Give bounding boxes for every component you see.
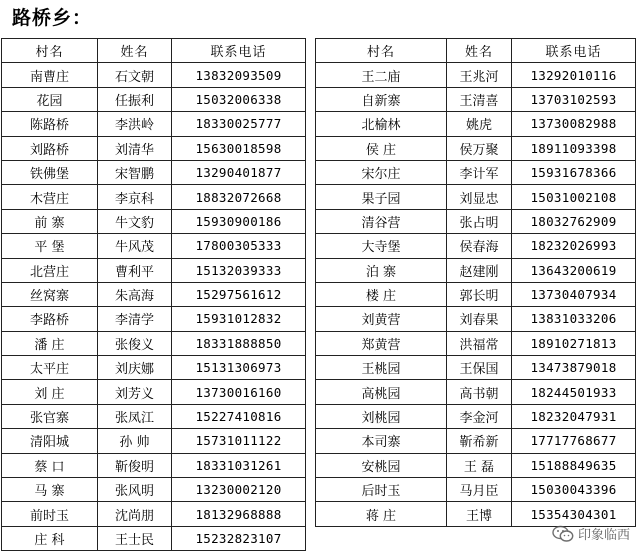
table-row [316,258,636,282]
name-cell: 侯万聚 [447,136,512,160]
table-row [2,185,306,209]
name-cell: 牛文豹 [98,209,172,233]
header-phone: 联系电话 [512,39,636,63]
name-cell: 赵建刚 [447,258,512,282]
name-cell: 刘芳义 [98,380,172,404]
village-cell: 后时玉 [316,478,447,502]
name-cell: 石文朝 [98,63,172,87]
phone-cell: 15232823107 [172,526,306,550]
table-row [316,136,636,160]
wechat-icon [552,525,574,543]
name-cell: 牛风茂 [98,234,172,258]
table-row [316,453,636,477]
village-cell: 本司寨 [316,429,447,453]
name-cell: 姚虎 [447,112,512,136]
table-row [316,429,636,453]
phone-cell: 15931678366 [512,160,636,184]
name-cell: 靳俊明 [98,453,172,477]
phone-cell: 18232026993 [512,234,636,258]
phone-cell: 15031002108 [512,185,636,209]
village-cell: 楼 庄 [316,282,447,306]
watermark-text: 印象临西 [577,528,630,543]
name-cell: 王博 [447,502,512,526]
village-cell: 铁佛堡 [2,160,98,184]
table-row [2,404,306,428]
table-row [2,112,306,136]
table-row [2,429,306,453]
village-cell: 南曹庄 [2,63,98,87]
phone-cell: 15297561612 [172,282,306,306]
phone-cell: 13643200619 [512,258,636,282]
village-cell: 侯 庄 [316,136,447,160]
table-row [2,502,306,526]
name-cell: 刘清华 [98,136,172,160]
phone-cell: 13730407934 [512,282,636,306]
table-row [2,453,306,477]
table-row [316,112,636,136]
right-contact-table [315,38,636,527]
phone-cell: 18330025777 [172,112,306,136]
name-cell: 王士民 [98,526,172,550]
phone-cell: 15030043396 [512,478,636,502]
village-cell: 清谷营 [316,209,447,233]
table-row [316,404,636,428]
village-cell: 泊 寨 [316,258,447,282]
village-cell: 宋尔庄 [316,160,447,184]
village-cell: 蒋 庄 [316,502,447,526]
name-cell: 宋智鹏 [98,160,172,184]
name-cell: 侯春海 [447,234,512,258]
phone-cell: 13230002120 [172,478,306,502]
name-cell: 张俊义 [98,331,172,355]
name-cell: 曹利平 [98,258,172,282]
phone-cell: 18832072668 [172,185,306,209]
table-header-row [2,39,306,63]
phone-cell: 15188849635 [512,453,636,477]
table-row [2,331,306,355]
phone-cell: 13703102593 [512,87,636,111]
table-row [316,234,636,258]
name-cell: 郭长明 [447,282,512,306]
table-row [2,478,306,502]
table-row [316,209,636,233]
village-cell: 大寺堡 [316,234,447,258]
phone-cell: 15930900186 [172,209,306,233]
phone-cell: 17717768677 [512,429,636,453]
table-row [2,380,306,404]
name-cell: 朱高海 [98,282,172,306]
phone-cell: 18132968888 [172,502,306,526]
phone-cell: 18911093398 [512,136,636,160]
table-row [316,63,636,87]
header-village: 村名 [2,39,98,63]
header-name: 姓名 [447,39,512,63]
phone-cell: 17800305333 [172,234,306,258]
phone-cell: 15931012832 [172,307,306,331]
phone-cell: 18331888850 [172,331,306,355]
table-header-row [316,39,636,63]
table-row [316,307,636,331]
name-cell: 刘显忠 [447,185,512,209]
village-cell: 北营庄 [2,258,98,282]
village-cell: 木营庄 [2,185,98,209]
village-cell: 前 寨 [2,209,98,233]
phone-cell: 15630018598 [172,136,306,160]
phone-cell: 13730016160 [172,380,306,404]
table-row [316,282,636,306]
phone-cell: 18032762909 [512,209,636,233]
phone-cell: 18244501933 [512,380,636,404]
table-row [316,502,636,526]
header-phone: 联系电话 [172,39,306,63]
name-cell: 张占明 [447,209,512,233]
village-cell: 刘路桥 [2,136,98,160]
table-row [2,209,306,233]
village-cell: 刘桃园 [316,404,447,428]
name-cell: 靳希新 [447,429,512,453]
phone-cell: 15227410816 [172,404,306,428]
table-row [316,478,636,502]
village-cell: 陈路桥 [2,112,98,136]
name-cell: 任振利 [98,87,172,111]
phone-cell: 15132039333 [172,258,306,282]
name-cell: 李洪岭 [98,112,172,136]
table-row [2,136,306,160]
village-cell: 北榆林 [316,112,447,136]
village-cell: 王桃园 [316,356,447,380]
page-title: 路桥乡： [12,7,93,29]
phone-cell: 13730082988 [512,112,636,136]
left-contact-table [1,38,306,551]
phone-cell: 15731011122 [172,429,306,453]
phone-cell: 15354304301 [512,502,636,526]
village-cell: 太平庄 [2,356,98,380]
village-cell: 前时玉 [2,502,98,526]
name-cell: 王保国 [447,356,512,380]
table-row [316,380,636,404]
header-name: 姓名 [98,39,172,63]
phone-cell: 13473879018 [512,356,636,380]
name-cell: 李计军 [447,160,512,184]
phone-cell: 18232047931 [512,404,636,428]
name-cell: 王 磊 [447,453,512,477]
name-cell: 张风明 [98,478,172,502]
village-cell: 平 堡 [2,234,98,258]
village-cell: 花园 [2,87,98,111]
name-cell: 李清学 [98,307,172,331]
village-cell: 王二庙 [316,63,447,87]
table-row [316,331,636,355]
table-row [2,307,306,331]
village-cell: 李路桥 [2,307,98,331]
village-cell: 蔡 口 [2,453,98,477]
village-cell: 高桃园 [316,380,447,404]
name-cell: 刘庆娜 [98,356,172,380]
left-table-body [2,63,306,551]
name-cell: 王清喜 [447,87,512,111]
name-cell: 洪福常 [447,331,512,355]
village-cell: 郑黄营 [316,331,447,355]
phone-cell: 13831033206 [512,307,636,331]
village-cell: 果子园 [316,185,447,209]
phone-cell: 13832093509 [172,63,306,87]
village-cell: 丝窝寨 [2,282,98,306]
table-row [2,63,306,87]
table-row [2,87,306,111]
village-cell: 安桃园 [316,453,447,477]
table-row [2,258,306,282]
name-cell: 李京科 [98,185,172,209]
table-row [316,356,636,380]
table-row [2,356,306,380]
village-cell: 清阳城 [2,429,98,453]
phone-cell: 13290401877 [172,160,306,184]
watermark [552,524,630,543]
table-row [2,234,306,258]
name-cell: 刘春果 [447,307,512,331]
name-cell: 李金河 [447,404,512,428]
phone-cell: 15131306973 [172,356,306,380]
table-row [316,87,636,111]
phone-cell: 15032006338 [172,87,306,111]
table-row [2,160,306,184]
village-cell: 刘黄营 [316,307,447,331]
header-village: 村名 [316,39,447,63]
name-cell: 高书朝 [447,380,512,404]
name-cell: 王兆河 [447,63,512,87]
village-cell: 刘 庄 [2,380,98,404]
village-cell: 马 寨 [2,478,98,502]
name-cell: 沈尚朋 [98,502,172,526]
table-row [2,526,306,550]
table-row [316,160,636,184]
name-cell: 马月臣 [447,478,512,502]
village-cell: 潘 庄 [2,331,98,355]
phone-cell: 13292010116 [512,63,636,87]
village-cell: 庄 科 [2,526,98,550]
name-cell: 张凤江 [98,404,172,428]
right-table-body [316,63,636,526]
village-cell: 张官寨 [2,404,98,428]
phone-cell: 18331031261 [172,453,306,477]
table-row [316,185,636,209]
name-cell: 孙 帅 [98,429,172,453]
phone-cell: 18910271813 [512,331,636,355]
table-row [2,282,306,306]
village-cell: 自新寨 [316,87,447,111]
